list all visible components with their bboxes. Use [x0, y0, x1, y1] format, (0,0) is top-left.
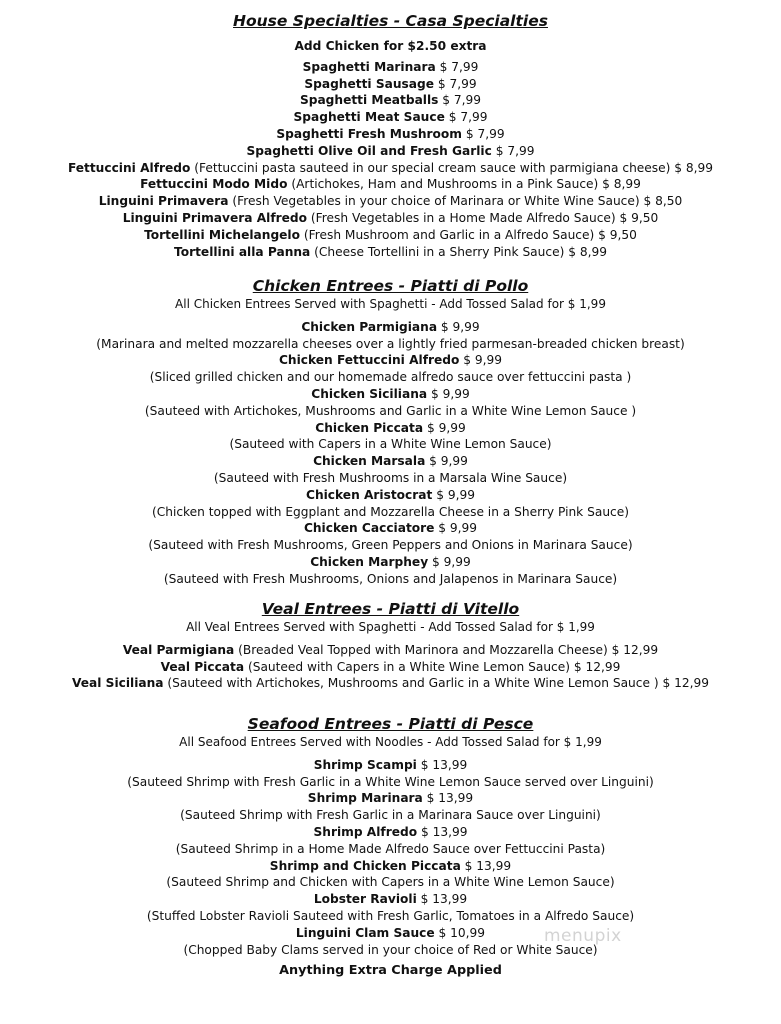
item-desc: (Chopped Baby Clams served in your choice of Red or White Sauce) — [183, 942, 598, 957]
menu-item — [0, 176, 781, 193]
item-desc: (Breaded Veal Topped with Marinora and Mozzarella Cheese) — [238, 642, 608, 657]
item-price: $ 12,99 — [662, 676, 709, 691]
item-name: Lobster Ravioli — [313, 892, 417, 907]
item-price: $ 7,99 — [442, 93, 482, 108]
section-note: All Seafood Entrees Served with Noodles - Add Tossed Salad for $ 1,99 — [179, 735, 602, 749]
item-name: Linguini Primavera — [98, 194, 229, 209]
item-desc: (Fresh Mushroom and Garlic in a Alfredo Sauce) — [303, 227, 595, 242]
item-price: $ 13,99 — [420, 757, 468, 772]
menu-item — [0, 126, 781, 143]
item-price: $ 9,99 — [426, 420, 466, 435]
item-name: Veal Piccata — [160, 659, 245, 674]
item-price: $ 9,99 — [463, 353, 503, 368]
chicken-entrees-section — [0, 276, 781, 588]
item-price: $ 9,99 — [438, 521, 478, 536]
item-price: $ 9,99 — [436, 487, 475, 502]
item-price: $ 12,99 — [611, 642, 659, 657]
item-price: $ 8,99 — [568, 244, 607, 259]
item-name: Shrimp Alfredo — [313, 824, 418, 839]
item-price: $ 9,99 — [429, 454, 468, 469]
item-price: $ 7,99 — [439, 59, 479, 74]
section-note: All Veal Entrees Served with Spaghetti - Add Tossed Salad for $ 1,99 — [186, 620, 595, 634]
item-desc: (Sauteed Shrimp with Fresh Garlic in a White Wine Lemon Sauce served over Linguini) — [127, 774, 654, 789]
menu-item — [0, 319, 781, 336]
item-desc: (Chicken topped with Eggplant and Mozzarella Cheese in a Sherry Pink Sauce) — [151, 504, 629, 519]
menu-item — [0, 92, 781, 109]
item-name: Spaghetti Sausage — [304, 76, 434, 91]
menu-item — [0, 453, 781, 470]
item-desc: (Marinara and melted mozzarella cheeses over a lightly fried parmesan-breaded chicken breast) — [96, 336, 685, 351]
watermark: menupix — [544, 926, 622, 946]
item-price: $ 9,99 — [432, 554, 471, 569]
item-price: $ 7,99 — [495, 143, 535, 158]
item-name: Chicken Parmigiana — [301, 319, 438, 334]
item-desc: (Sauteed Shrimp with Fresh Garlic in a Marinara Sauce over Linguini) — [180, 808, 601, 823]
item-name: Chicken Piccata — [315, 420, 424, 435]
menu-item — [0, 210, 781, 227]
item-price: $ 10,99 — [438, 925, 486, 940]
item-price: $ 8,50 — [643, 194, 683, 209]
menu-item — [0, 352, 781, 369]
item-name: Linguini Clam Sauce — [295, 925, 435, 940]
item-price: $ 8,99 — [674, 160, 714, 175]
item-price: $ 9,99 — [430, 386, 470, 401]
item-desc: (Fresh Vegetables in a Home Made Alfredo Sauce) — [310, 210, 616, 225]
item-name: Fettuccini Modo Mido — [140, 177, 288, 192]
menu-item — [0, 227, 781, 244]
item-price: $ 7,99 — [437, 76, 477, 91]
menu-item — [0, 244, 781, 261]
item-price: $ 12,99 — [573, 659, 621, 674]
item-desc: (Sliced grilled chicken and our homemade alfredo sauce over fettuccini pasta ) — [149, 370, 632, 385]
menu-item — [0, 76, 781, 93]
item-name: Chicken Marsala — [313, 454, 426, 469]
item-name: Shrimp Marinara — [307, 791, 423, 806]
item-desc: (Sauteed with Fresh Mushrooms, Onions and Jalapenos in Marinara Sauce) — [163, 571, 618, 586]
menu-item — [0, 59, 781, 76]
item-name: Spaghetti Meatballs — [299, 93, 439, 108]
item-desc: (Sauteed with Fresh Mushrooms in a Marsala Wine Sauce) — [213, 470, 568, 485]
menu-item — [0, 143, 781, 160]
menu-item — [0, 790, 781, 807]
item-desc: (Fresh Vegetables in your choice of Marinara or White Wine Sauce) — [232, 194, 640, 209]
menu-item — [0, 554, 781, 571]
item-name: Spaghetti Fresh Mushroom — [276, 126, 462, 141]
item-name: Shrimp and Chicken Piccata — [269, 858, 461, 873]
menu-item — [0, 160, 781, 177]
item-name: Chicken Marphey — [310, 554, 429, 569]
section-title: Chicken Entrees - Piatti di Pollo — [252, 277, 529, 295]
section-note: All Chicken Entrees Served with Spaghetti - Add Tossed Salad for $ 1,99 — [175, 297, 606, 311]
item-name: Chicken Cacciatore — [303, 521, 435, 536]
item-name: Spaghetti Olive Oil and Fresh Garlic — [246, 143, 492, 158]
item-desc: (Sauteed with Artichokes, Mushrooms and Garlic in a White Wine Lemon Sauce ) — [167, 676, 659, 691]
item-desc: (Cheese Tortellini in a Sherry Pink Sauce) — [314, 244, 565, 259]
item-price: $ 13,99 — [464, 858, 512, 873]
menu-item — [0, 520, 781, 537]
menu-item — [0, 487, 781, 504]
item-name: Chicken Siciliana — [311, 386, 428, 401]
section-title: Veal Entrees - Piatti di Vitello — [261, 600, 520, 618]
item-name: Spaghetti Meat Sauce — [293, 110, 445, 125]
menu-item — [0, 642, 781, 659]
item-desc: (Sauteed with Capers in a White Wine Lemon Sauce) — [247, 659, 571, 674]
item-name: Fettuccini Alfredo — [67, 160, 191, 175]
item-desc: (Stuffed Lobster Ravioli Sauteed with Fresh Garlic, Tomatoes in a Alfredo Sauce) — [146, 908, 635, 923]
item-name: Tortellini alla Panna — [174, 244, 311, 259]
menu-item — [0, 858, 781, 875]
item-desc: (Fettuccini pasta sauteed in our special cream sauce with parmigiana cheese) — [194, 160, 671, 175]
item-desc: (Sauteed Shrimp and Chicken with Capers in a White Wine Lemon Sauce) — [166, 875, 615, 890]
veal-entrees-section — [0, 599, 781, 692]
item-price: $ 9,50 — [619, 210, 659, 225]
item-price: $ 7,99 — [465, 126, 505, 141]
section-title: Seafood Entrees - Piatti di Pesce — [247, 715, 534, 733]
menu-item — [0, 891, 781, 908]
menu-item — [0, 420, 781, 437]
item-name: Tortellini Michelangelo — [144, 227, 300, 242]
menu-item — [0, 757, 781, 774]
menu-item — [0, 386, 781, 403]
item-price: $ 13,99 — [420, 892, 468, 907]
menu-item — [0, 109, 781, 126]
footer-note: Anything Extra Charge Applied — [279, 963, 502, 979]
item-name: Spaghetti Marinara — [302, 59, 436, 74]
menu-item — [0, 824, 781, 841]
item-name: Linguini Primavera Alfredo — [122, 210, 307, 225]
item-name: Veal Siciliana — [71, 676, 164, 691]
seafood-entrees-section — [0, 714, 781, 980]
item-price: $ 8,99 — [602, 177, 641, 192]
item-desc: (Artichokes, Ham and Mushrooms in a Pink Sauce) — [291, 177, 599, 192]
item-price: $ 7,99 — [448, 110, 488, 125]
section-note: Add Chicken for $2.50 extra — [294, 39, 487, 53]
item-price: $ 13,99 — [426, 791, 474, 806]
menu-item — [0, 925, 781, 942]
item-desc: (Sauteed with Fresh Mushrooms, Green Peppers and Onions in Marinara Sauce) — [148, 538, 633, 553]
item-price: $ 9,99 — [440, 319, 480, 334]
item-name: Chicken Fettuccini Alfredo — [278, 353, 460, 368]
item-desc: (Sauteed with Artichokes, Mushrooms and Garlic in a White Wine Lemon Sauce ) — [144, 403, 637, 418]
item-desc: (Sauteed with Capers in a White Wine Lemon Sauce) — [229, 437, 552, 452]
item-name: Veal Parmigiana — [122, 642, 235, 657]
house-specialties-section — [0, 11, 781, 260]
menu-item — [0, 675, 781, 692]
item-name: Chicken Aristocrat — [306, 487, 433, 502]
section-title: House Specialties - Casa Specialties — [233, 12, 548, 30]
item-desc: (Sauteed Shrimp in a Home Made Alfredo Sauce over Fettuccini Pasta) — [175, 841, 606, 856]
menu-item — [0, 193, 781, 210]
item-price: $ 13,99 — [420, 824, 468, 839]
menu-item — [0, 659, 781, 676]
item-price: $ 9,50 — [598, 227, 637, 242]
item-name: Shrimp Scampi — [313, 757, 417, 772]
